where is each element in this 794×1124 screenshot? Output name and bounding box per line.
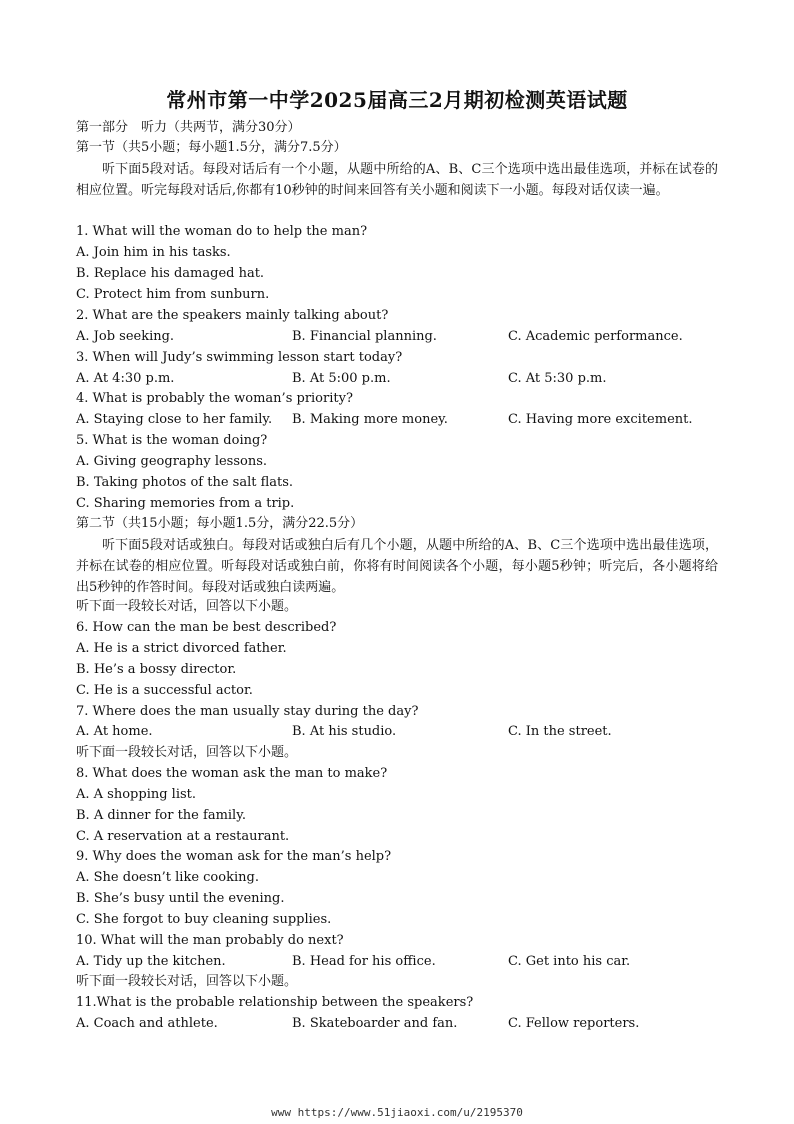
long-dialogue-note: 听下面一段较长对话，回答以下小题。 [76,599,298,614]
question-1-option-b: B. Replace his damaged hat. [76,266,265,281]
question-8-option-a: A. A shopping list. [76,787,197,802]
question-3-option-a: A. At 4:30 p.m. [76,371,175,386]
question-3-option-b: B. At 5:00 p.m. [292,371,391,386]
question-10-option-b: B. Head for his office. [292,954,436,969]
question-8: 8. What does the woman ask the man to make? [76,766,388,781]
question-4-option-a: A. Staying close to her family. [76,412,273,427]
question-7-option-c: C. In the street. [508,724,612,739]
question-1-option-c: C. Protect him from sunburn. [76,287,270,302]
section2-heading: 第二节（共15小题；每小题1.5分，满分22.5分） [76,516,364,531]
question-7-option-a: A. At home. [76,724,153,739]
footer-url: www https://www.51jiaoxi.com/u/2195370 [271,1106,523,1119]
question-7: 7. Where does the man usually stay during the day? [76,704,419,719]
question-6-option-c: C. He is a successful actor. [76,683,253,698]
question-4-option-c: C. Having more excitement. [508,412,693,427]
long-dialogue-note-2: 听下面一段较长对话，回答以下小题。 [76,745,298,760]
question-9-option-a: A. She doesn’t like cooking. [76,870,259,885]
question-6-option-a: A. He is a strict divorced father. [76,641,287,656]
question-4: 4. What is probably the woman’s priority? [76,391,353,406]
question-5-option-a: A. Giving geography lessons. [76,454,268,469]
question-1-option-a: A. Join him in his tasks. [76,245,231,260]
question-2-option-a: A. Job seeking. [76,329,175,344]
question-4-option-b: B. Making more money. [292,412,448,427]
question-10: 10. What will the man probably do next? [76,933,344,948]
question-7-option-b: B. At his studio. [292,724,397,739]
question-10-option-a: A. Tidy up the kitchen. [76,954,226,969]
question-6: 6. How can the man be best described? [76,620,337,635]
question-3: 3. When will Judy’s swimming lesson start today? [76,350,403,365]
question-11: 11.What is the probable relationship between the speakers? [76,995,474,1010]
question-5-option-b: B. Taking photos of the salt flats. [76,475,294,490]
question-11-option-b: B. Skateboarder and fan. [292,1016,458,1031]
question-11-option-c: C. Fellow reporters. [508,1016,640,1031]
question-2-option-c: C. Academic performance. [508,329,683,344]
section1-heading: 第一节（共5小题；每小题1.5分，满分7.5分） [76,140,347,155]
question-11-option-a: A. Coach and athlete. [76,1016,218,1031]
question-8-option-b: B. A dinner for the family. [76,808,246,823]
question-5-option-c: C. Sharing memories from a trip. [76,496,295,511]
question-9: 9. Why does the woman ask for the man’s help? [76,849,392,864]
question-2: 2. What are the speakers mainly talking about? [76,308,389,323]
question-9-option-b: B. She’s busy until the evening. [76,891,285,906]
page-title: 常州市第一中学2025届高三2月期初检测英语试题 [166,88,628,112]
section1-instructions: 听下面5段对话。每段对话后有一个小题，从题中所给的A、B、C三个选项中选出最佳选项，并标在试卷的相应位置。听完每段对话后,你都有10秒钟的时间来回答有关小题和阅读下一小题。每段对话仅读一遍。 [76,162,718,198]
question-9-option-c: C. She forgot to buy cleaning supplies. [76,912,332,927]
question-2-option-b: B. Financial planning. [292,329,437,344]
question-3-option-c: C. At 5:30 p.m. [508,371,607,386]
question-10-option-c: C. Get into his car. [508,954,631,969]
question-6-option-b: B. He’s a bossy director. [76,662,237,677]
question-8-option-c: C. A reservation at a restaurant. [76,829,290,844]
section2-instructions: 听下面5段对话或独白。每段对话或独白后有几个小题，从题中所给的A、B、C三个选项中选出最佳选项，并标在试卷的相应位置。听每段对话或独白前，你将有时间阅读各个小题，每小题5秒钟；听完后，各小题将给出5秒钟的作答时间。每段对话或独白读两遍。 [76,538,718,595]
part1-heading: 第一部分 听力（共两节，满分30分） [76,120,301,135]
long-dialogue-note-3: 听下面一段较长对话，回答以下小题。 [76,974,298,989]
question-5: 5. What is the woman doing? [76,433,268,448]
question-1: 1. What will the woman do to help the man? [76,224,368,239]
